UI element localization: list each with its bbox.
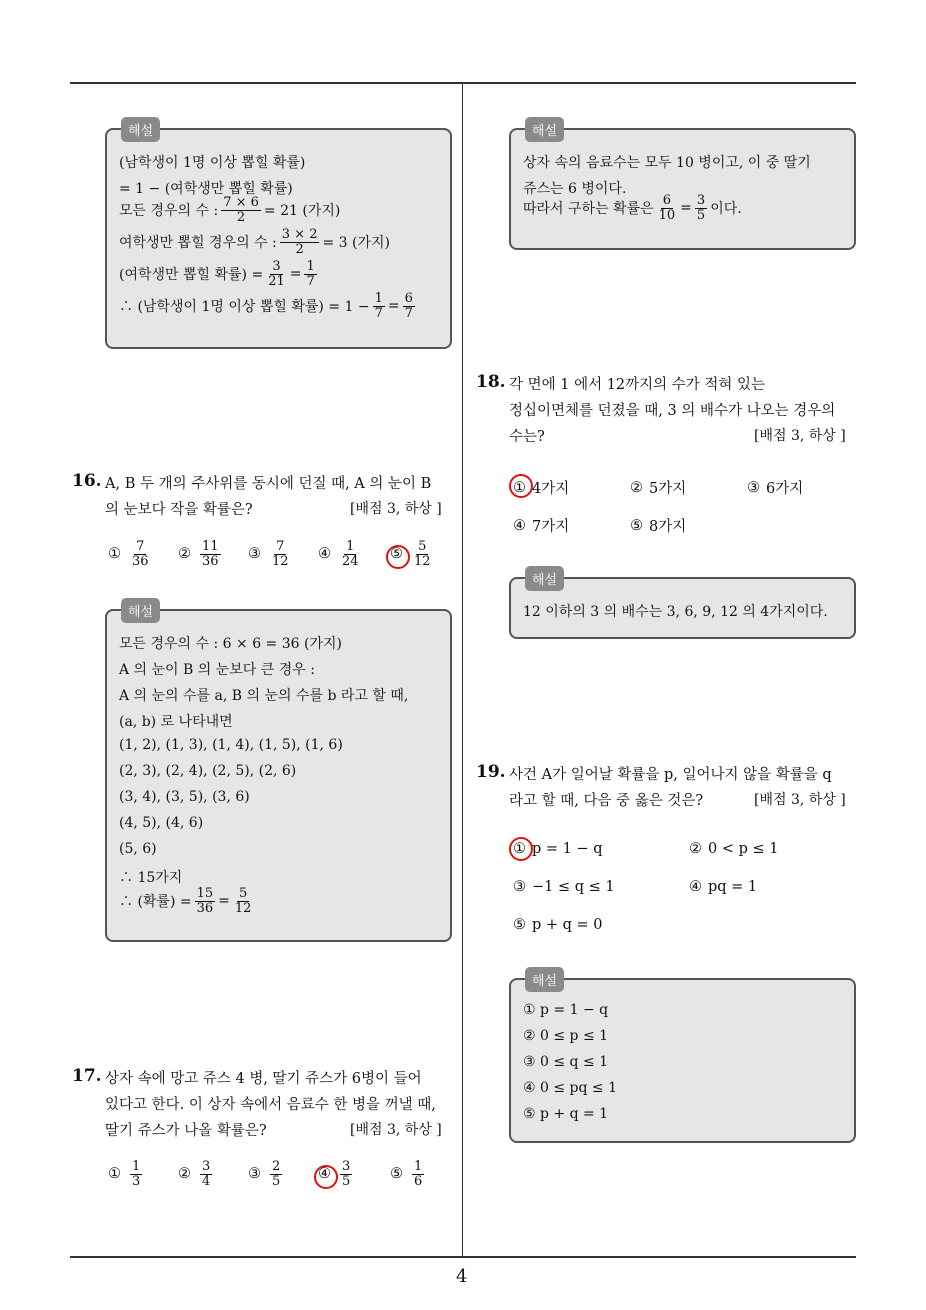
q16-explanation-box xyxy=(105,605,452,942)
exp-line: (3, 4), (3, 5), (3, 6) xyxy=(119,789,250,805)
question-text: 정십이면체를 던졌을 때, 3 의 배수가 나오는 경우의 xyxy=(509,403,836,419)
exp-line: 12 이하의 3 의 배수는 3, 6, 9, 12 의 4가지이다. xyxy=(523,604,828,620)
answer-circle xyxy=(509,474,533,498)
fraction: $\frac{5}{12}$ xyxy=(234,886,252,916)
exp-line: (a, b) 로 나타내면 xyxy=(119,714,233,730)
answer-circle xyxy=(509,837,533,861)
exp-line: 쥬스는 6 병이다. xyxy=(523,181,627,197)
fraction: $\frac{3}{21}$ xyxy=(268,259,285,289)
fraction: $\frac{6}{7}$ xyxy=(404,291,413,321)
exp-line: (남학생이 1명 이상 뽑힐 확률) xyxy=(119,155,306,171)
exp-line: 여학생만 뽑힐 경우의 수 : $\frac{3 \times 2}{2}$ = 3 (가지) xyxy=(119,227,390,257)
explanation-tag: 해설 xyxy=(525,967,564,992)
exp-line: A 의 눈의 수를 a, B 의 눈의 수를 b 라고 할 때, xyxy=(119,688,409,704)
exp-line: ⑤ p + q = 1 xyxy=(523,1106,609,1122)
option-3[interactable]: ③ $\frac{2}{5}$ xyxy=(248,1159,281,1189)
question-text: 수는? xyxy=(509,429,545,445)
option-1[interactable]: ① p = 1 − q xyxy=(513,841,603,857)
fraction: $\frac{3 \times 2}{2}$ xyxy=(281,227,318,257)
score-label: [배점 3, 하상 ] xyxy=(350,1122,442,1138)
question-text: 사건 A가 일어날 확률을 p, 일어나지 않을 확률을 q xyxy=(509,767,832,783)
exp-line: (4, 5), (4, 6) xyxy=(119,815,204,831)
fraction: $\frac{15}{36}$ xyxy=(196,886,214,916)
exp-line: (5, 6) xyxy=(119,841,157,857)
fraction: $\frac{1}{7}$ xyxy=(374,291,383,321)
exp-line: ∴ (확률) = $\frac{15}{36}$ = $\frac{5}{12}$ xyxy=(119,886,252,916)
option-5[interactable]: ⑤ $\frac{1}{6}$ xyxy=(390,1159,423,1189)
option-1[interactable]: ① 4가지 xyxy=(513,479,570,497)
exp-line: ∴ (남학생이 1명 이상 뽑힐 확률) = 1 − $\frac{1}{7}$ = $\frac{6}{7}$ xyxy=(119,291,413,321)
exp-line: (1, 2), (1, 3), (1, 4), (1, 5), (1, 6) xyxy=(119,737,343,753)
answer-circle xyxy=(386,545,410,569)
question-text: 딸기 쥬스가 나올 확률은? xyxy=(105,1123,267,1139)
option-4[interactable]: ④ $\frac{3}{5}$ xyxy=(318,1159,351,1189)
option-2[interactable]: ② $\frac{11}{36}$ xyxy=(178,539,219,569)
question-text: 의 눈보다 작을 확률은? xyxy=(105,502,253,518)
option-4[interactable]: ④ pq = 1 xyxy=(689,879,758,895)
fraction: $\frac{1}{7}$ xyxy=(306,259,315,289)
exp-line: 모든 경우의 수 : 6 × 6 = 36 (가지) xyxy=(119,636,342,652)
question-number: 18. xyxy=(476,372,506,392)
option-5[interactable]: ⑤ $\frac{5}{12}$ xyxy=(390,539,431,569)
score-label: [배점 3, 하상 ] xyxy=(754,792,846,808)
exp-line: ② 0 ≤ p ≤ 1 xyxy=(523,1028,609,1044)
exp-line: = 1 − (여학생만 뽑힐 확률) xyxy=(119,181,293,197)
exp-line: ③ 0 ≤ q ≤ 1 xyxy=(523,1054,609,1070)
option-2[interactable]: ② 5가지 xyxy=(630,479,687,497)
score-label: [배점 3, 하상 ] xyxy=(350,501,442,517)
page-number: 4 xyxy=(456,1266,468,1287)
option-1[interactable]: ① $\frac{7}{36}$ xyxy=(108,539,149,569)
explanation-tag: 해설 xyxy=(525,117,564,142)
option-3[interactable]: ③ 6가지 xyxy=(747,479,804,497)
question-number: 19. xyxy=(476,762,506,782)
explanation-tag: 해설 xyxy=(121,117,160,142)
question-number: 17. xyxy=(72,1066,102,1086)
option-5[interactable]: ⑤ p + q = 0 xyxy=(513,917,603,933)
question-text: A, B 두 개의 주사위를 동시에 던질 때, A 의 눈이 B xyxy=(105,476,432,492)
exp-line: 따라서 구하는 확률은 $\frac{6}{10}$ = $\frac{3}{5}$ 이다. xyxy=(523,193,742,223)
option-4[interactable]: ④ $\frac{1}{24}$ xyxy=(318,539,359,569)
question-text: 각 면에 1 에서 12까지의 수가 적혀 있는 xyxy=(509,377,766,393)
q18-explanation-box xyxy=(509,573,856,639)
question-text: 라고 할 때, 다음 중 옳은 것은? xyxy=(509,793,704,809)
exp-line: ① p = 1 − q xyxy=(523,1002,609,1018)
option-1[interactable]: ① $\frac{1}{3}$ xyxy=(108,1159,141,1189)
question-number: 16. xyxy=(72,471,102,491)
score-label: [배점 3, 하상 ] xyxy=(754,428,846,444)
question-text: 있다고 한다. 이 상자 속에서 음료수 한 병을 꺼낼 때, xyxy=(105,1097,436,1113)
column-divider xyxy=(462,84,463,1258)
exp-line: A 의 눈이 B 의 눈보다 큰 경우 : xyxy=(119,662,315,678)
explanation-tag: 해설 xyxy=(121,598,160,623)
explanation-tag: 해설 xyxy=(525,566,564,591)
answer-circle xyxy=(314,1165,338,1189)
exp-line: 상자 속의 음료수는 모두 10 병이고, 이 중 딸기 xyxy=(523,155,811,171)
option-3[interactable]: ③ −1 ≤ q ≤ 1 xyxy=(513,879,615,895)
exp-line: (여학생만 뽑힐 확률) = $\frac{3}{21}$ = $\frac{1}{7}$ xyxy=(119,259,315,289)
option-2[interactable]: ② 0 < p ≤ 1 xyxy=(689,841,779,857)
top-rule xyxy=(70,82,856,84)
option-2[interactable]: ② $\frac{3}{4}$ xyxy=(178,1159,211,1189)
q15-explanation-box xyxy=(105,124,452,349)
question-text: 상자 속에 망고 쥬스 4 병, 딸기 쥬스가 6병이 들어 xyxy=(105,1071,422,1087)
exp-line: ④ 0 ≤ pq ≤ 1 xyxy=(523,1080,618,1096)
option-4[interactable]: ④ 7가지 xyxy=(513,517,570,535)
q17-explanation-box xyxy=(509,124,856,250)
exp-line: (2, 3), (2, 4), (2, 5), (2, 6) xyxy=(119,763,297,779)
option-5[interactable]: ⑤ 8가지 xyxy=(630,517,687,535)
option-3[interactable]: ③ $\frac{7}{12}$ xyxy=(248,539,289,569)
q19-explanation-box xyxy=(509,974,856,1143)
fraction: $\frac{3}{5}$ xyxy=(696,193,706,223)
exp-line: ∴ 15가지 xyxy=(119,870,183,886)
fraction: $\frac{7 \times 6}{2}$ xyxy=(223,195,259,225)
fraction: $\frac{6}{10}$ xyxy=(658,193,676,223)
bottom-rule xyxy=(70,1256,856,1258)
exp-line: 모든 경우의 수 : $\frac{7 \times 6}{2}$ = 21 (가지) xyxy=(119,195,341,225)
